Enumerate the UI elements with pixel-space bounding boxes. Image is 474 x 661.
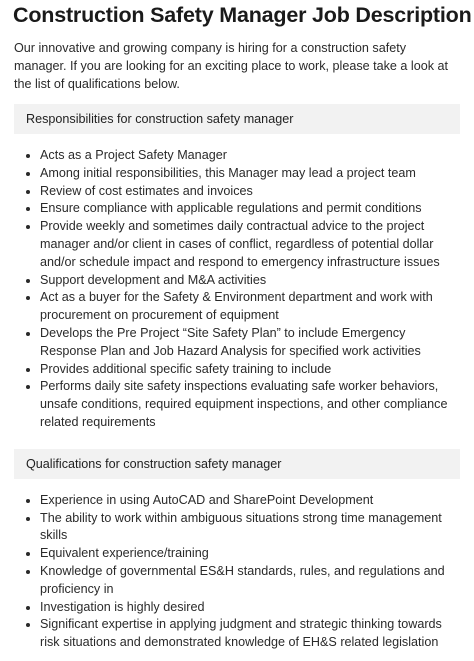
list-item: • Act as a buyer for the Safety & Environment department and work with procurement on procurement of equipment bbox=[40, 289, 460, 325]
list-item: • Acts as a Project Safety Manager bbox=[40, 147, 460, 165]
list-item: • Significant expertise in applying judgment and strategic thinking towards risk situations and demonstrated knowledge of EH&S related legislation bbox=[40, 616, 460, 652]
list-item: • Ensure compliance with applicable regulations and permit conditions bbox=[40, 200, 460, 218]
list-item: • Support development and M&A activities bbox=[40, 272, 460, 290]
responsibilities-list bbox=[14, 147, 460, 432]
list-item: • Knowledge of governmental ES&H standards, rules, and regulations and proficiency in bbox=[40, 563, 460, 599]
intro-paragraph: Our innovative and growing company is hiring for a construction safety manager. If you are looking for an exciting place to work, please take a look at the list of qualifications below. bbox=[14, 41, 449, 91]
list-item: • Provide weekly and sometimes daily contractual advice to the project manager and/or client in cases of conflict, regardless of potential dollar and/or schedule impact and respond to emergency infrastructure issues bbox=[40, 218, 460, 271]
list-item: • The ability to work within ambiguous situations strong time management skills bbox=[40, 510, 460, 546]
list-item: • Provides additional specific safety training to include bbox=[40, 361, 460, 379]
list-item: • Develops the Pre Project “Site Safety Plan” to include Emergency Response Plan and Job Hazard Analysis for specified work activities bbox=[40, 325, 460, 361]
list-item: • Investigation is highly desired bbox=[40, 599, 460, 617]
page-title: Construction Safety Manager Job Description bbox=[13, 3, 472, 27]
list-item: • Experience in using AutoCAD and SharePoint Development bbox=[40, 492, 460, 510]
qualifications-heading: Qualifications for construction safety manager bbox=[14, 449, 460, 479]
list-item: • Among initial responsibilities, this Manager may lead a project team bbox=[40, 165, 460, 183]
list-item: • Performs daily site safety inspections evaluating safe worker behaviors, unsafe conditions, required equipment inspections, and other compliance related requirements bbox=[40, 378, 460, 431]
list-item: • Review of cost estimates and invoices bbox=[40, 183, 460, 201]
job-description-page bbox=[0, 2, 474, 652]
qualifications-list bbox=[14, 492, 460, 652]
list-item: • Equivalent experience/training bbox=[40, 545, 460, 563]
responsibilities-heading: Responsibilities for construction safety manager bbox=[14, 104, 460, 134]
